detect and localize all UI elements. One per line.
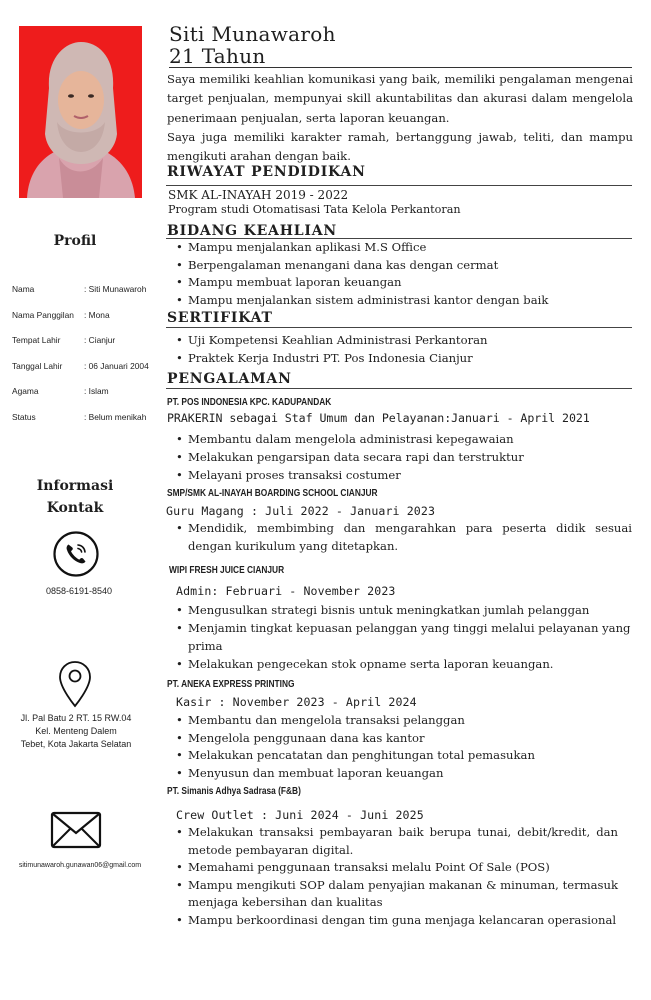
summary-paragraph: Saya juga memiliki karakter ramah, bertanggung jawab, teliti, dan mampu mengikuti arahan dengan baik. — [167, 129, 633, 164]
profile-value: : Islam — [84, 386, 109, 396]
job-company: PT. Simanis Adhya Sadrasa (F&B) — [167, 786, 301, 797]
job-duties — [176, 601, 632, 673]
profile-label: Nama Panggilan — [12, 309, 74, 320]
section-divider — [166, 185, 632, 186]
list-item: • Menyusun dan membuat laporan keuangan — [176, 765, 535, 783]
job-role: Kasir : November 2023 - April 2024 — [176, 695, 417, 709]
profile-label: Tempat Lahir — [12, 335, 61, 345]
contact-heading-line1: Informasi — [36, 478, 114, 494]
job-duties — [176, 824, 618, 930]
address-line: Kel. Menteng Dalem — [35, 726, 117, 736]
age: 21 Tahun — [169, 44, 266, 68]
sidebar — [0, 0, 160, 1000]
profile-row-nickname — [12, 310, 162, 336]
phone-number: 0858-6191-8540 — [45, 586, 113, 596]
list-item: • Memahami penggunaan transaksi melalu Point Of Sale (POS) — [176, 859, 618, 877]
job-company: WIPI FRESH JUICE CIANJUR — [169, 565, 285, 576]
education-heading: RIWAYAT PENDIDIKAN — [167, 164, 366, 180]
profile-value: : Mona — [84, 309, 110, 320]
contact-heading — [0, 475, 150, 519]
list-item: • Melakukan pencatatan dan penghitungan total pemasukan — [176, 747, 535, 765]
profile-value: : Belum menikah — [84, 411, 147, 422]
job-role: Guru Magang : Juli 2022 - Januari 2023 — [166, 504, 436, 518]
list-item: • Mendidik, membimbing dan mengarahkan para peserta didik sesuai dengan kurikulum yang ditetapkan. — [176, 519, 632, 555]
job-company: PT. POS INDONESIA KPC. KADUPANDAK — [167, 397, 332, 408]
list-item: • Mampu menjalankan aplikasi M.S Office — [176, 239, 548, 257]
profile-row-status — [12, 412, 162, 438]
list-item: • Berpengalaman menangani dana kas dengan cermat — [176, 257, 548, 275]
job-role: Crew Outlet : Juni 2024 - Juni 2025 — [176, 808, 424, 822]
profile-row-name — [12, 284, 162, 310]
profile-heading: Profil — [53, 233, 97, 249]
list-item: • Melakukan pengecekan stok opname serta laporan keuangan. — [176, 655, 632, 673]
full-name: Siti Munawaroh — [169, 22, 336, 46]
profile-value: : Siti Munawaroh — [84, 284, 147, 294]
profile-label: Agama — [12, 386, 39, 396]
address — [0, 712, 152, 751]
job-duties — [176, 519, 632, 555]
mail-icon — [50, 811, 102, 849]
education-program: Program studi Otomatisasi Tata Kelola Perkantoran — [168, 203, 461, 216]
list-item: • Mampu membuat laporan keuangan — [176, 274, 548, 292]
profile-value: : 06 Januari 2004 — [84, 360, 149, 371]
profile-row-birthdate — [12, 361, 162, 387]
summary-paragraph: Saya memiliki keahlian komunikasi yang baik, memiliki pengalaman mengenai target penjualan, mempunyai skill akuntabilitas dan akurasi dalam mengelola penerimaan penjualan, serta laporan keuangan. — [167, 72, 633, 125]
list-item: • Melakukan pengarsipan data secara rapi dan terstruktur — [176, 449, 524, 467]
address-line: Jl. Pal Batu 2 RT. 15 RW.04 — [20, 713, 132, 723]
list-item: • Melakukan transaksi pembayaran baik berupa tunai, debit/kredit, dan metode pembayaran digital. — [176, 824, 618, 859]
list-item: • Mampu berkoordinasi dengan tim guna menjaga kelancaran operasional — [176, 912, 618, 930]
list-item: • Uji Kompetensi Keahlian Administrasi Perkantoran — [176, 332, 488, 350]
profile-table — [12, 284, 162, 437]
skills-list — [176, 239, 548, 310]
job-duties — [176, 431, 524, 484]
contact-heading-line2: Kontak — [46, 500, 104, 516]
job-company: PT. ANEKA EXPRESS PRINTING — [167, 679, 295, 690]
profile-label: Status — [12, 411, 36, 422]
phone-icon — [53, 531, 99, 577]
section-divider — [166, 388, 632, 389]
list-item: • Mampu mengikuti SOP dalam penyajian makanan & minuman, termasuk menjaga kebersihan dan kualitas — [176, 877, 618, 912]
education-school: SMK AL-INAYAH 2019 - 2022 — [168, 188, 349, 202]
profile-photo — [19, 26, 142, 198]
list-item: • Menjamin tingkat kepuasan pelanggan yang tinggi melalui pelayanan yang prima — [176, 619, 632, 655]
location-pin-icon — [58, 660, 92, 710]
certificates-heading: SERTIFIKAT — [167, 310, 273, 326]
email-address: sitimunawaroh.gunawan06@gmail.com — [18, 862, 142, 869]
job-duties — [176, 712, 535, 783]
list-item: • Membantu dalam mengelola administrasi kepegawaian — [176, 431, 524, 449]
profile-row-religion — [12, 386, 162, 412]
list-item: • Mengelola penggunaan dana kas kantor — [176, 730, 535, 748]
profile-value: : Cianjur — [84, 335, 116, 345]
profile-label: Nama — [12, 284, 35, 294]
experience-heading: PENGALAMAN — [167, 371, 292, 387]
header-divider — [169, 67, 632, 68]
list-item: • Mengusulkan strategi bisnis untuk meningkatkan jumlah pelanggan — [176, 601, 632, 619]
certificates-list — [176, 332, 488, 367]
list-item: • Mampu menjalankan sistem administrasi kantor dengan baik — [176, 292, 548, 310]
summary — [167, 70, 633, 166]
address-line: Tebet, Kota Jakarta Selatan — [20, 739, 132, 749]
job-role: Admin: Februari - November 2023 — [176, 584, 396, 598]
job-company: SMP/SMK AL-INAYAH BOARDING SCHOOL CIANJUR — [167, 488, 378, 499]
list-item: • Praktek Kerja Industri PT. Pos Indonesia Cianjur — [176, 350, 488, 368]
job-role: PRAKERIN sebagai Staf Umum dan Pelayanan:Januari - April 2021 — [167, 411, 590, 425]
profile-row-birthplace — [12, 335, 162, 361]
list-item: • Membantu dan mengelola transaksi pelanggan — [176, 712, 535, 730]
skills-heading: BIDANG KEAHLIAN — [167, 223, 337, 239]
list-item: • Melayani proses transaksi costumer — [176, 467, 524, 485]
section-divider — [166, 327, 632, 328]
profile-label: Tanggal Lahir — [12, 360, 63, 371]
